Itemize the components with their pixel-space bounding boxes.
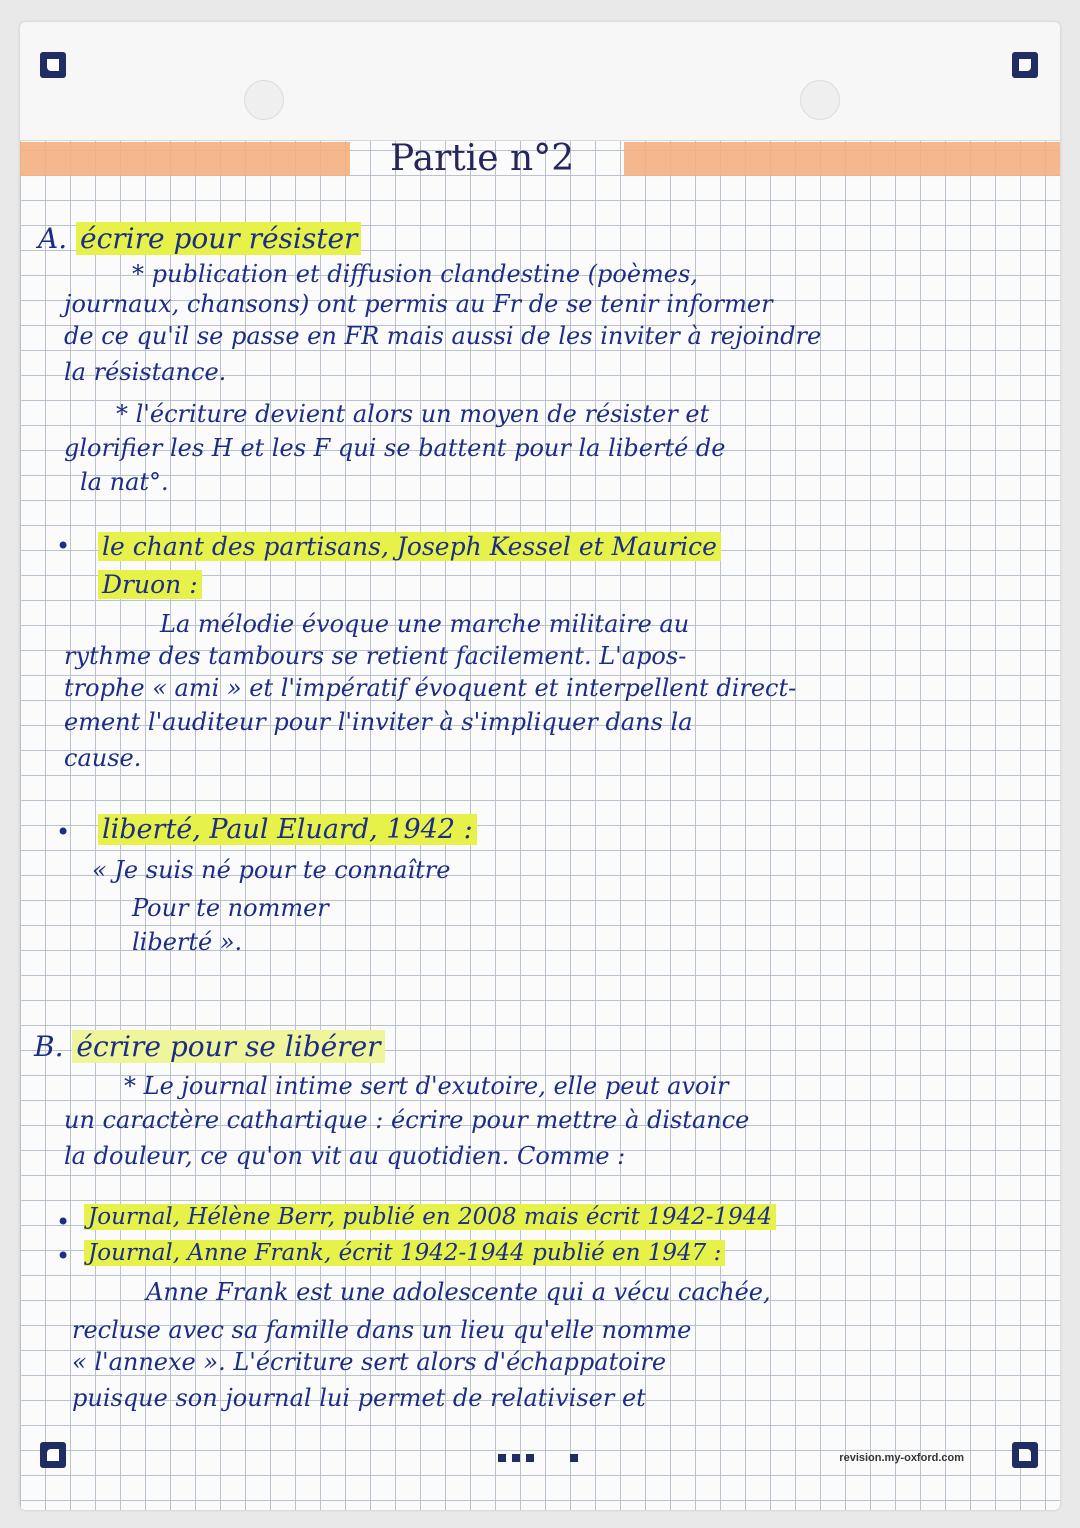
text-line: un caractère cathartique : écrire pour mettre à distance bbox=[64, 1106, 750, 1134]
bullet-title: le chant des partisans, Joseph Kessel et Maurice bbox=[98, 532, 721, 561]
corner-marker-icon bbox=[40, 1442, 66, 1468]
text-line: trophe « ami » et l'impératif évoquent et interpellent direct- bbox=[64, 674, 797, 702]
text-line: « l'annexe ». L'écriture sert alors d'échappatoire bbox=[72, 1348, 667, 1376]
text-line: Anne Frank est une adolescente qui a vécu cachée, bbox=[146, 1278, 771, 1306]
notebook-page bbox=[20, 22, 1060, 1510]
marker-dot bbox=[570, 1454, 578, 1462]
bullet-title: Druon : bbox=[98, 570, 202, 599]
text-line: rythme des tambours se retient facilement. L'apos- bbox=[64, 642, 687, 670]
footer-site-label: revision.my-oxford.com bbox=[839, 1452, 964, 1464]
text-line: La mélodie évoque une marche militaire au bbox=[160, 610, 690, 638]
section-letter: A. bbox=[38, 222, 68, 255]
bullet-dot: • bbox=[56, 818, 71, 846]
text-line: la nat°. bbox=[80, 468, 169, 496]
bullet-dot: • bbox=[56, 1242, 71, 1270]
marker-dot bbox=[498, 1454, 506, 1462]
text-line: la résistance. bbox=[64, 358, 227, 386]
section-b-heading bbox=[34, 1030, 385, 1063]
text-line: * publication et diffusion clandestine (poèmes, bbox=[132, 260, 698, 288]
punch-hole bbox=[800, 80, 840, 120]
text-line: ement l'auditeur pour l'inviter à s'impliquer dans la bbox=[64, 708, 693, 736]
bullet-dot: • bbox=[56, 532, 71, 560]
page-marker-dots bbox=[498, 1454, 608, 1462]
text-line: la douleur, ce qu'on vit au quotidien. Comme : bbox=[64, 1142, 626, 1170]
orange-highlight-band bbox=[20, 142, 350, 176]
quote-line: « Je suis né pour te connaître bbox=[92, 856, 451, 884]
text-line: puisque son journal lui permet de relativiser et bbox=[72, 1384, 646, 1412]
text-line: * Le journal intime sert d'exutoire, elle peut avoir bbox=[124, 1072, 729, 1100]
orange-highlight-band bbox=[624, 142, 1060, 176]
corner-marker-icon bbox=[1012, 52, 1038, 78]
text-line: recluse avec sa famille dans un lieu qu'elle nomme bbox=[72, 1316, 692, 1344]
text-line: de ce qu'il se passe en FR mais aussi de les inviter à rejoindre bbox=[64, 322, 822, 350]
text-line: journaux, chansons) ont permis au Fr de se tenir informer bbox=[64, 290, 773, 318]
marker-dot bbox=[526, 1454, 534, 1462]
section-letter: B. bbox=[34, 1030, 64, 1063]
quote-line: Pour te nommer bbox=[132, 894, 329, 922]
page-title: Partie n°2 bbox=[390, 138, 575, 179]
text-line: cause. bbox=[64, 744, 142, 772]
marker-dot bbox=[512, 1454, 520, 1462]
punch-hole bbox=[244, 80, 284, 120]
page-header-strip bbox=[20, 22, 1060, 141]
section-a-heading bbox=[38, 222, 361, 255]
text-line: glorifier les H et les F qui se battent pour la liberté de bbox=[64, 434, 726, 462]
bullet-title: Journal, Anne Frank, écrit 1942-1944 publié en 1947 : bbox=[84, 1240, 725, 1266]
quote-line: liberté ». bbox=[132, 928, 243, 956]
section-title: écrire pour résister bbox=[76, 222, 361, 255]
bullet-title: Journal, Hélène Berr, publié en 2008 mais écrit 1942-1944 bbox=[84, 1204, 776, 1230]
text-line: * l'écriture devient alors un moyen de résister et bbox=[116, 400, 710, 428]
bullet-title: liberté, Paul Eluard, 1942 : bbox=[98, 814, 477, 845]
corner-marker-icon bbox=[40, 52, 66, 78]
corner-marker-icon bbox=[1012, 1442, 1038, 1468]
section-title: écrire pour se libérer bbox=[72, 1030, 384, 1063]
bullet-dot: • bbox=[56, 1208, 71, 1236]
